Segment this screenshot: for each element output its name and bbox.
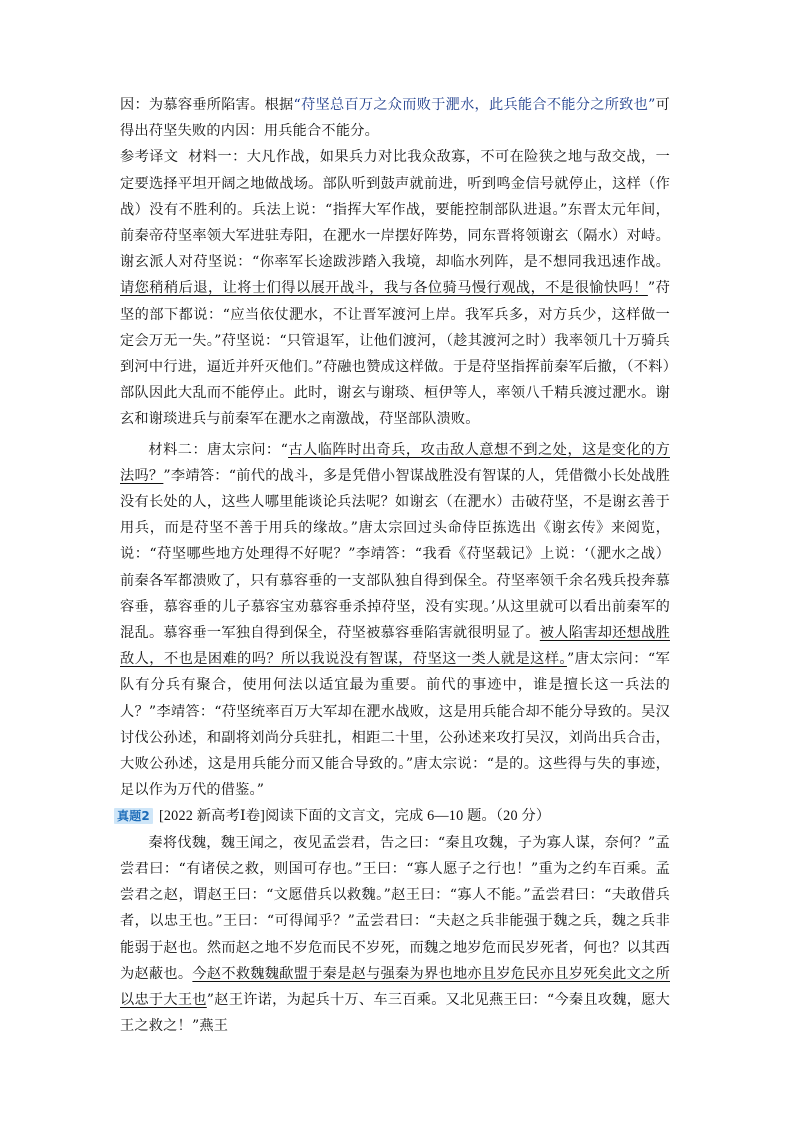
question-tag: 真题2 <box>114 808 153 824</box>
passage-underlined-sentence: 今赵不救魏魏歃盟于秦是赵与强秦为界也地亦且岁危民亦且岁死矣此文之所以忠于大王也 <box>120 965 670 1008</box>
material-one-text-end: ”苻坚的部下都说：“应当依仗淝水，不让晋军渡河上岸。我军兵多，对方兵少，这样做一定会万无一失。”苻坚说：“只管退军，让他们渡河，（趁其渡河之时）我率领几十万骑兵到河中行进，逼近并歼灭他们。”苻融也赞成这样做。于是苻坚指挥前秦军后撤，（不料）部队因此大乱而不能停止。此时，谢玄与谢琰、桓伊等人，率领八千精兵渡过淝水。谢玄和谢琰进兵与前秦军在淝水之南激战，苻坚部队溃败。 <box>120 280 671 428</box>
passage-text-end: ”赵王许诺，为起兵十万、车三百乘。又北见燕王曰：“今秦且攻魏，愿大王之救之！”燕王 <box>120 991 671 1035</box>
material-two-text-mid: ”李靖答：“前代的战斗，多是凭借小智谋战胜没有智谋的人，凭借微小长处战胜没有长处的人，这些人哪里能谈论兵法呢？如谢玄（在淝水）击破苻坚，不是谢玄善于用兵，而是苻坚不善于用兵的缘故。”唐太宗回过头命侍臣拣选出《谢玄传》来阅览，说：“苻坚哪些地方处理得不好呢？”李靖答：“我看《苻坚载记》上说：‘（淝水之战）前秦各军都溃败了，只有慕容垂的一支部队独自得到保全。苻坚率领千余名残兵投奔慕容垂，慕容垂的儿子慕容宝劝慕容垂杀掉苻坚，没有实现。’从这里就可以看出前秦军的混乱。慕容垂一军独自得到保全，苻坚被慕容垂陷害就很明显了。 <box>120 467 670 642</box>
passage-text: 秦将伐魏，魏王闻之，夜见孟尝君，告之曰：“秦且攻魏，子为寡人谋，奈何？”孟尝君曰：“有诸侯之救，则国可存也。”王曰：“寡人愿子之行也！”重为之约车百乘。孟尝君之赵，谓赵王曰：“文愿借兵以救魏。”赵王曰：“寡人不能。”孟尝君曰：“夫敢借兵者，以忠王也。”王曰：“可得闻乎？”孟尝君曰：“夫赵之兵非能强于魏之兵，魏之兵非能弱于赵也。然而赵之地不岁危而民不岁死，而魏之地岁危而民岁死者，何也？以其西为赵蔽也。 <box>120 834 670 982</box>
analysis-quote: “苻坚总百万之众而败于淝水，此兵能合不能分之所致也” <box>293 97 656 113</box>
analysis-paragraph-tail <box>120 92 670 144</box>
translation-material-one <box>120 144 670 432</box>
question-header <box>114 803 670 829</box>
text-column <box>117 92 671 1039</box>
classical-passage <box>120 830 670 1040</box>
question-title: [2022 新高考Ⅰ卷]阅读下面的文言文，完成 6—10 题。（20 分） <box>158 808 551 825</box>
analysis-conclusion: 可得出苻坚失败的内因：用兵能合不能分。 <box>120 97 670 140</box>
material-one-text: 材料一：大凡作战，如果兵力对比我众敌寡，不可在险狭之地与敌交战，一定要选择平坦开阔之地做战场。部队听到鼓声就前进，听到鸣金信号就停止，这样（作战）没有不胜利的。兵法上说：“指挥大军作战，要能控制部队进退。”东晋太元年间，前秦帝苻坚率领大军进驻寿阳，在淝水一岸摆好阵势，同东晋将领谢玄（隔水）对峙。谢玄派人对苻坚说：“你率军长途跋涉踏入我境，却临水列阵，是不想同我迅速作战。 <box>120 149 670 271</box>
material-two-text-end: ”唐太宗问：“军队有分兵有聚合，使用何法以适宜最为重要。前代的事迹中，谁是擅长这一兵法的人？”李靖答：“苻坚统率百万大军却在淝水战败，这是用兵能合却不能分导致的。吴汉讨伐公孙述，和副将刘尚分兵驻扎，相距二十里，公孙述来攻打吴汉，刘尚出兵合击，大败公孙述，这是用兵能分而又能合导致的。”唐太宗说：“是的。这些得与失的事迹，足以作为万代的借鉴。” <box>120 651 670 799</box>
translation-label: 参考译文 <box>120 149 179 166</box>
translation-material-two <box>120 437 670 804</box>
material-two-text: 材料二：唐太宗问：“ <box>148 441 289 458</box>
material-two-underlined-2: 被人陷害却还想战胜敌人，不也是困难的吗？所以我说没有智谋，苻坚这一类人就是这样。 <box>120 625 670 668</box>
material-two-underlined-1: 古人临阵时出奇兵，攻击敌人意想不到之处，这是变化的方法吗？ <box>120 441 670 484</box>
material-one-underlined: 请您稍稍后退，让将士们得以展开战斗，我与各位骑马慢行观战，不是很愉快吗！ <box>120 280 648 297</box>
analysis-text: 因：为慕容垂所陷害。根据 <box>120 97 294 113</box>
